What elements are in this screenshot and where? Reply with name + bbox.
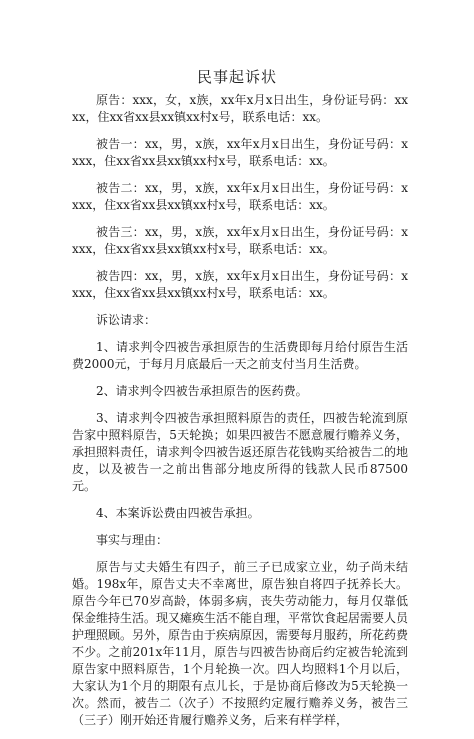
defendant-one-info: 被告一：xx，男，x族，xx年x月x日出生，身份证号码：xxxx，住xx省xx县xx镇xx村x号，联系电话：xx。 <box>72 137 408 168</box>
claim-item-1: 1、请求判令四被告承担原告的生活费即每月给付原告生活费2000元，于每月月底最后一天之前支付当月生活费。 <box>72 340 408 371</box>
plaintiff-info: 原告：xxx，女，x族，xx年x月x日出生，身份证号码：xxxx，住xx省xx县xx镇xx村x号，联系电话：xx。 <box>72 93 408 124</box>
claims-heading: 诉讼请求： <box>96 313 157 327</box>
document-title: 民事起诉状 <box>196 68 277 86</box>
facts-heading: 事实与理由： <box>96 533 169 547</box>
facts-paragraph: 原告与丈夫婚生有四子，前三子已成家立业，幼子尚未结婚。198x年，原告丈夫不幸离世，原告独自将四子抚养长大。原告今年已70岁高龄，体弱多病，丧失劳动能力，每月仅靠低保金维持生活。现又瘫痪生活不能自理，平常饮食起居需要人员护理照顾。另外，原告由于疾病原因，需要每月服药，所花药费不少。之前201x年11月，原告与四被告协商后约定被告轮流到原告家中照料原告，1个月轮换一次。四人均照料1个月以后，大家认为1个月的期限有点儿长，于是协商后修改为5天轮换一次。然而，被告二（次子）不按照约定履行赡养义务，被告三（三子）刚开始还肯履行赡养义务，后来有样学样， <box>72 560 409 727</box>
defendant-four-info: 被告四：xx，男，x族，xx年x月x日出生，身份证号码：xxxx，住xx省xx县xx镇xx村x号，联系电话：xx。 <box>72 269 408 300</box>
defendant-three-info: 被告三：xx，男，x族，xx年x月x日出生，身份证号码：xxxx，住xx省xx县xx镇xx村x号，联系电话：xx。 <box>72 225 408 256</box>
claim-item-3: 3、请求判令四被告承担照料原告的责任，四被告轮流到原告家中照料原告，5天轮换；如果四被告不愿意履行赡养义务，承担照料责任，请求判令四被告返还原告花钱购买给被告二的地皮，以及被告一之前出售部分地皮所得的钱款人民币87500元。 <box>72 411 409 493</box>
defendant-two-info: 被告二：xx，男，x族，xx年x月x日出生，身份证号码：xxxx，住xx省xx县xx镇xx村x号，联系电话：xx。 <box>72 181 408 212</box>
claim-item-4: 4、本案诉讼费由四被告承担。 <box>96 506 260 520</box>
claim-item-2: 2、请求判令四被告承担原告的医药费。 <box>96 384 308 398</box>
document-body <box>72 92 408 739</box>
